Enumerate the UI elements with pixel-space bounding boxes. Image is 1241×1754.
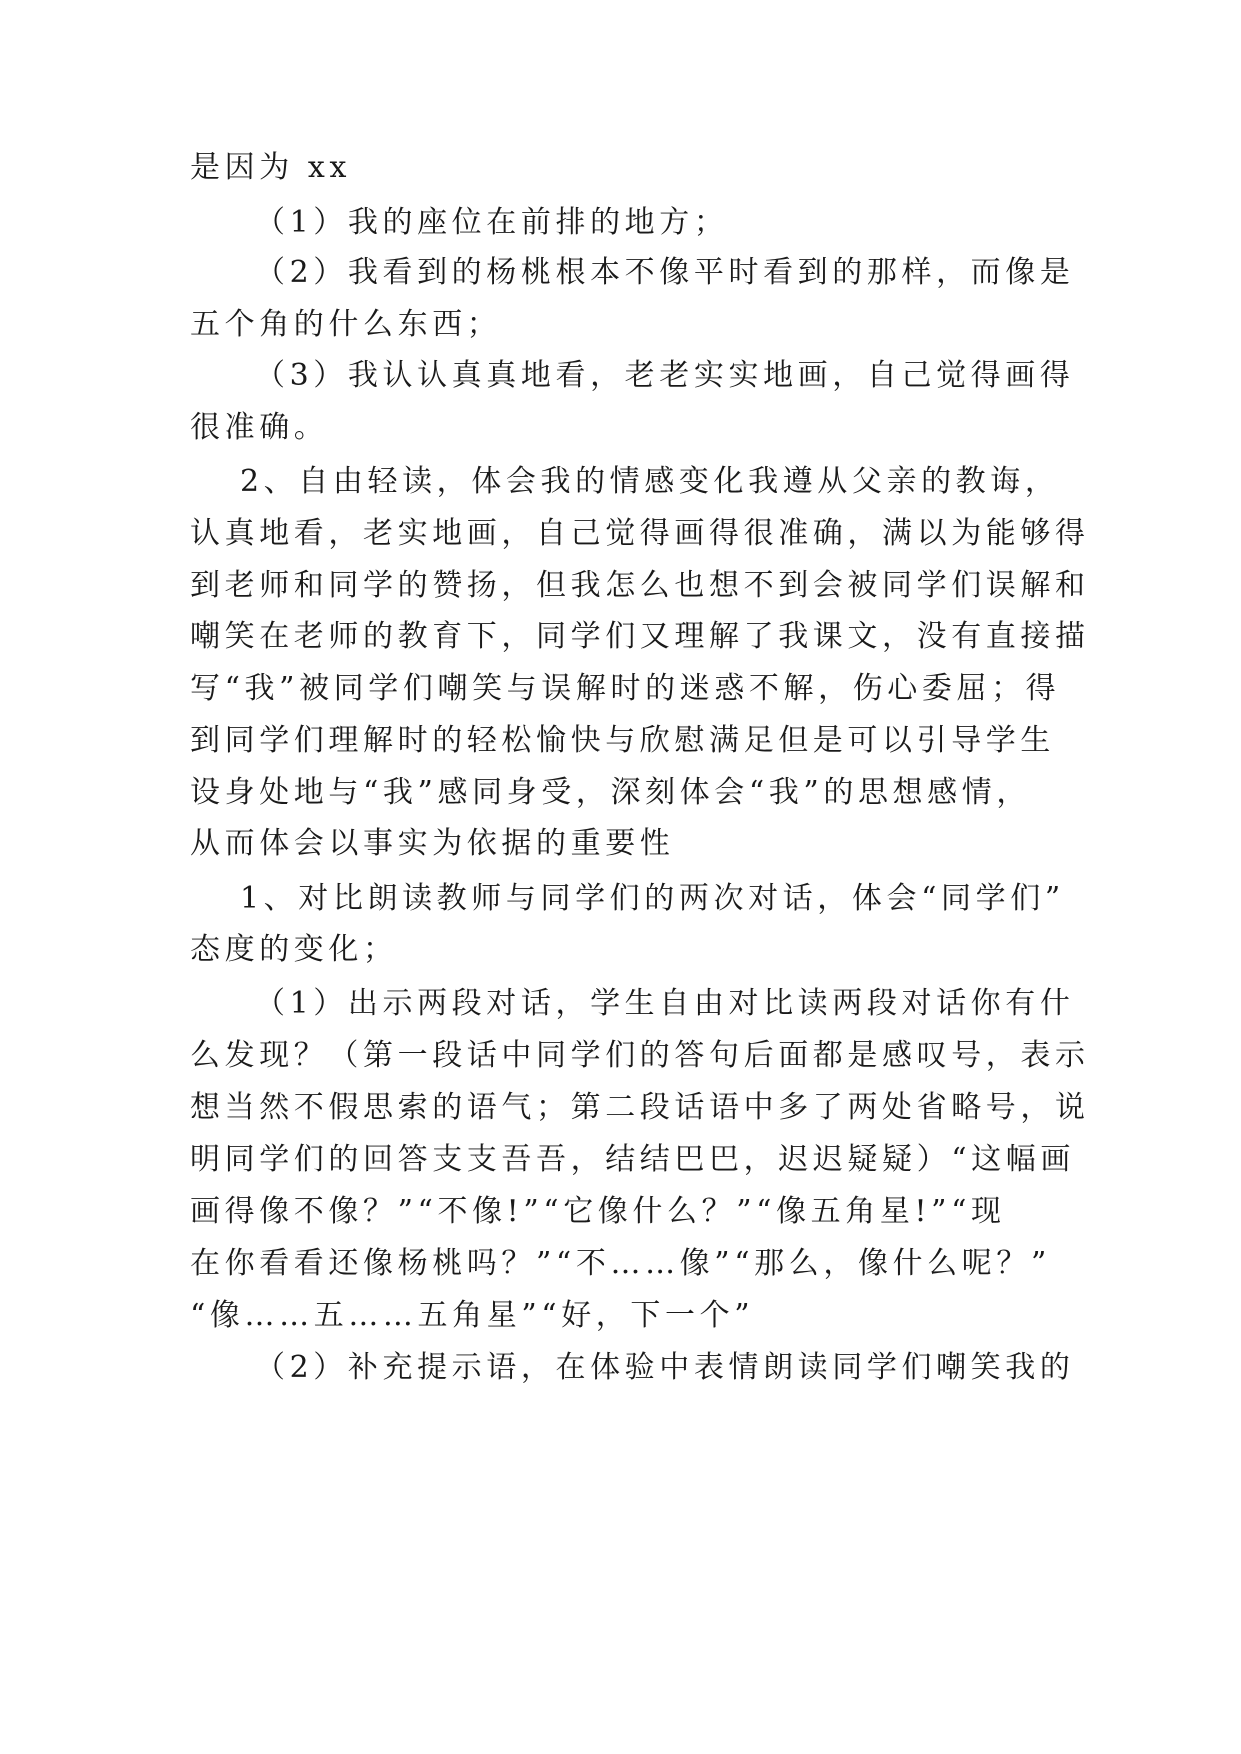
text-line-21: 画得像不像？”“不像!”“它像什么？”“像五角星!”“现 — [190, 1194, 1006, 1229]
text-line-23: “像……五……五角星”“好，下一个” — [190, 1298, 755, 1333]
text-line-17: （1）出示两段对话，学生自由对比读两段对话你有什 — [255, 986, 1075, 1021]
text-line-14: 从而体会以事实为依据的重要性 — [190, 826, 675, 861]
text-line-7: 2、自由轻读，体会我的情感变化我遵从父亲的教诲， — [240, 464, 1060, 499]
text-line-9: 到老师和同学的赞扬，但我怎么也想不到会被同学们误解和 — [190, 568, 1090, 603]
text-line-22: 在你看看还像杨桃吗？”“不……像”“那么，像什么呢？” — [190, 1246, 1051, 1281]
text-line-8: 认真地看，老实地画，自己觉得画得很准确，满以为能够得 — [190, 516, 1090, 551]
text-line-11: 写“我”被同学们嘲笑与误解时的迷惑不解，伤心委屈；得 — [190, 671, 1061, 706]
text-line-4: 五个角的什么东西； — [190, 307, 502, 342]
text-line-24: （2）补充提示语，在体验中表情朗读同学们嘲笑我的 — [255, 1350, 1075, 1385]
text-line-15: 1、对比朗读教师与同学们的两次对话，体会“同学们” — [240, 881, 1065, 916]
text-line-18: 么发现？（第一段话中同学们的答句后面都是感叹号，表示 — [190, 1038, 1090, 1073]
text-line-13: 设身处地与“我”感同身受，深刻体会“我”的思想感情， — [190, 775, 1031, 810]
text-line-20: 明同学们的回答支支吾吾，结结巴巴，迟迟疑疑）“这幅画 — [190, 1142, 1075, 1177]
text-line-19: 想当然不假思索的语气；第二段话语中多了两处省略号，说 — [190, 1090, 1090, 1125]
text-line-5: （3）我认认真真地看，老老实实地画，自己觉得画得 — [255, 358, 1075, 393]
text-line-2: （1）我的座位在前排的地方； — [255, 205, 729, 240]
text-line-1: 是因为 xx — [190, 150, 351, 185]
text-line-16: 态度的变化； — [190, 932, 398, 967]
text-line-12: 到同学们理解时的轻松愉快与欣慰满足但是可以引导学生 — [190, 723, 1055, 758]
text-line-6: 很准确。 — [190, 410, 329, 445]
text-line-3: （2）我看到的杨桃根本不像平时看到的那样，而像是 — [255, 255, 1075, 290]
text-line-10: 嘲笑在老师的教育下，同学们又理解了我课文，没有直接描 — [190, 619, 1090, 654]
